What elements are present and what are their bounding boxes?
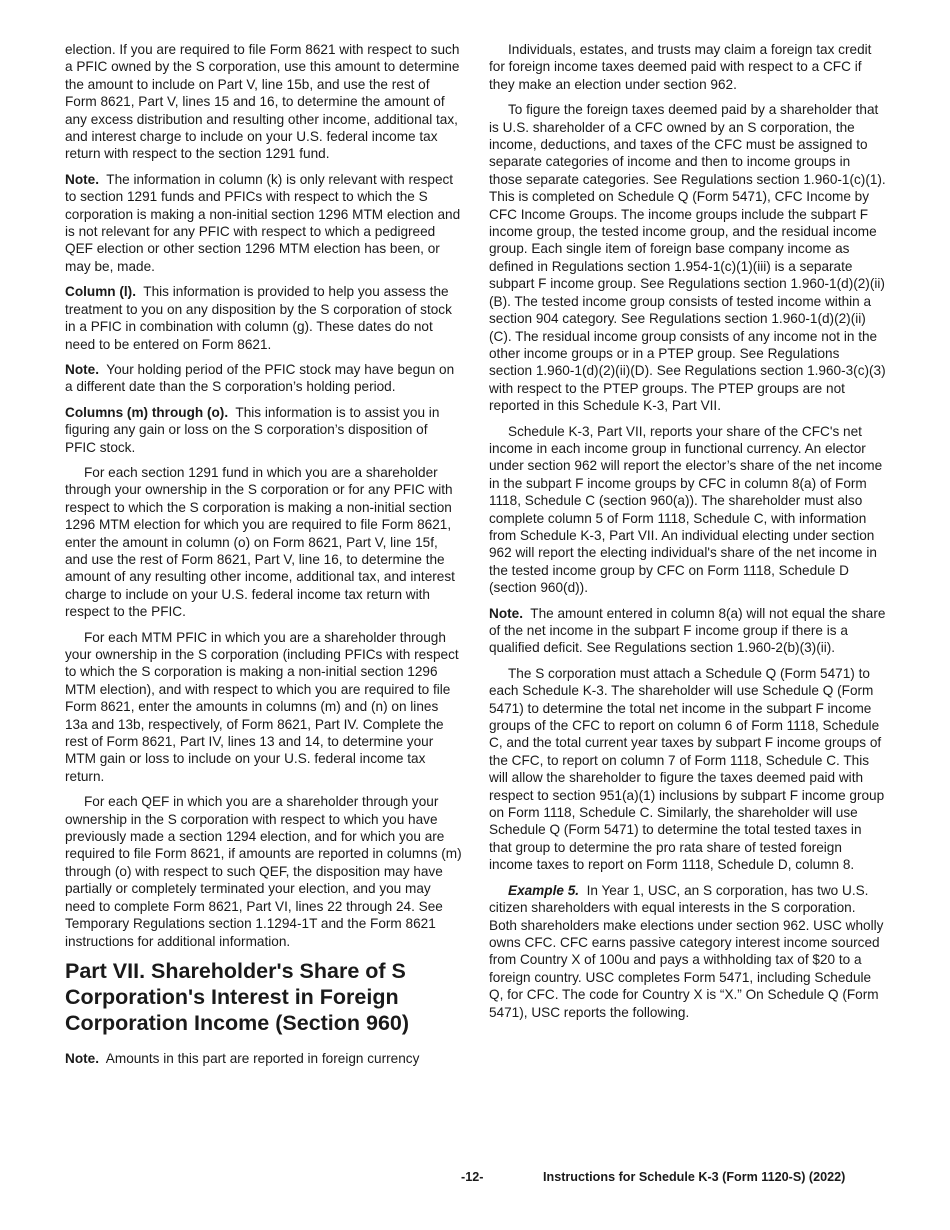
note-text: The information in column (k) is only relevant with respect to section 1291 funds and PFICs with respect to which the S corporation is making a non-initial section 1296 MTM election and is not relevant for any PFIC with respect to which a pedigreed QEF election or other section 1296 MTM election has been, or may be, made. — [65, 171, 461, 274]
column-l-paragraph — [65, 283, 462, 353]
column-l-label: Column (l). — [65, 284, 136, 300]
page-number: -12- — [461, 1170, 484, 1184]
paragraph-qef: For each QEF in which you are a shareholder through your ownership in the S corporation with respect to which you have previously made a section 1294 election, and for which you are required to file Form 8621, if amounts are reported in columns (m) through (o) with respect to such QEF, the disposition may have partially or completely terminated your election, and you may need to complete Form 8621, Part VI, lines 22 through 24. See Temporary Regulations section 1.1294-1T and the Form 8621 instructions for additional information. — [65, 794, 462, 949]
example-text: In Year 1, USC, an S corporation, has two U.S. citizen shareholders with equal interests in the S corporation. Both shareholders make elections under section 962. USC wholly owns CFC. CFC earns passive category interest income sourced from Country X of 100u and pays a withholding tax of $20 to a foreign country. USC completes Form 5471, including Schedule Q, for CFC. The code for Country X is “X.” On Schedule Q (Form 5471), USC reports the following. — [489, 882, 884, 1020]
note-column-k — [65, 171, 462, 275]
paragraph-deemed-paid: To figure the foreign taxes deemed paid by a shareholder that is U.S. shareholder of a CFC owned by an S corporation, the income, deductions, and taxes of the CFC must be assigned to separate categories of income and then to income groups in those separate categories. See Regulations section 1.960-1(c)(1). This is completed on Schedule Q (Form 5471), CFC Income by CFC Income Groups. The income groups include the subpart F income group, the tested income group, and the residual income group. Each single item of foreign base company income as defined in Regulations section 1.954-1(c)(1)(iii) is a separate subpart F income group. See Regulations section 1.960-1(d)(2)(ii)(B). The tested income group consists of tested income within a section 904 category. See Regulations section 1.960-1(d)(2)(ii)(C). The residual income group consists of any income not in the other income groups or in a PTEP group. See Regulations section 1.960-1(d)(2)(ii)(D). See Regulations section 1.960-3(c)(3) with respect to the PTEP groups. The PTEP groups are not reported in this Schedule K-3, Part VII. — [489, 102, 886, 414]
note-text: Your holding period of the PFIC stock may have begun on a different date than the S corporation’s holding period. — [65, 361, 455, 395]
paragraph-mtm-pfic: For each MTM PFIC in which you are a shareholder through your ownership in the S corporation (including PFICs with respect to which the S corporation is making a non-initial section 1296 MTM election), and with respect to which you are required to file Form 8621, enter the amounts in columns (m) and (n) on lines 13a and 13b, respectively, of Form 8621, Part IV. Complete the rest of Form 8621, Part IV, lines 13 and 14, to determine your MTM gain or loss to include on your U.S. federal income tax return. — [65, 629, 459, 784]
note-label: Note. — [65, 1050, 99, 1066]
note-label: Note. — [65, 361, 99, 377]
paragraph-section-962: Individuals, estates, and trusts may claim a foreign tax credit for foreign income taxes deemed paid with respect to a CFC if they make an election under section 962. — [489, 42, 872, 92]
columns-m-o-label: Columns (m) through (o). — [65, 404, 229, 420]
paragraph-election: election. If you are required to file Form 8621 with respect to such a PFIC owned by the S corporation, use this amount to determine the amount to include on Part V, line 15b, and use the rest of Form 8621, Part V, lines 15 and 16, to determine the amount of any excess distribution and resulting other income, additional tax, and interest charge to include on your U.S. federal income tax return with respect to the section 1291 fund. — [65, 42, 460, 162]
footer-document-title: Instructions for Schedule K-3 (Form 1120-S) (2022) — [543, 1170, 846, 1184]
column-l-text: This information is provided to help you assess the treatment to you on any disposition by the S corporation of stock in a PFIC in combination with column (g). These dates do not need to be entered on Form 8621. — [65, 284, 452, 352]
columns-m-o-paragraph — [65, 404, 462, 456]
note-label: Note. — [489, 605, 523, 621]
columns-m-o-text: This information is to assist you in figuring any gain or loss on the S corporation’s disposition of PFIC stock. — [65, 404, 440, 455]
paragraph-schedule-q: The S corporation must attach a Schedule Q (Form 5471) to each Schedule K-3. The shareholder will use Schedule Q (Form 5471) to determine the total net income in the subpart F income groups of the CFC to report on column 6 of Form 1118, Schedule C, and the total current year taxes by subpart F income groups of the CFC, to report on column 7 of Form 1118, Schedule C. This will allow the shareholder to figure the taxes deemed paid with respect to section 951(a)(1) inclusions by subpart F income group on Form 1118, Schedule C. Similarly, the shareholder will use Schedule Q (Form 5471) to determine the total tested taxes in that group to determine the pro rata share of tested foreign income taxes to report on Form 1118, Schedule D, column 8. — [489, 665, 885, 873]
note-column-8a — [489, 605, 886, 657]
part-vii-heading: Part VII. Shareholder's Share of S Corporation's Interest in Foreign Corporation Income (Section 960) — [65, 958, 410, 1035]
note-text: Amounts in this part are reported in foreign currency — [105, 1050, 420, 1066]
example-label: Example 5. — [508, 882, 580, 898]
note-label: Note. — [65, 171, 99, 187]
note-foreign-currency — [65, 1050, 462, 1067]
paragraph-section-1291: For each section 1291 fund in which you are a shareholder through your ownership in the S corporation or for any PFIC with respect to which the S corporation is making a non-initial section 1296 MTM election for which you are required to file Form 8621, enter the amount in column (o) on Form 8621, Part V, line 15f, and use the rest of Form 8621, Part V, line 16, to determine the amount of any resulting other income, additional tax, and interest charge to include on your U.S. federal income tax return with respect to the PFIC. — [65, 464, 455, 620]
right-column — [489, 41, 886, 1029]
paragraph-part-vii-reporting: Schedule K-3, Part VII, reports your share of the CFC's net income in each income group in functional currency. An elector under section 962 will report the elector’s share of the net income in the subpart F income groups by CFC in column 8(a) of Form 1118, Schedule C (section 960(a)). The shareholder must also complete column 5 of Form 1118, Schedule C, with information from Schedule K-3, Part VII. An individual electing under section 962 will report the electing individual's share of the net income in the tested income group by CFC on Form 1118, Schedule D (section 960(d)). — [489, 423, 883, 596]
example-5-paragraph — [489, 882, 886, 1021]
left-column — [65, 41, 462, 1075]
note-text: The amount entered in column 8(a) will not equal the share of the net income in the subpart F income group if there is a qualified deficit. See Regulations section 1.960-2(b)(3)(ii). — [489, 605, 886, 656]
note-holding-period — [65, 361, 462, 396]
